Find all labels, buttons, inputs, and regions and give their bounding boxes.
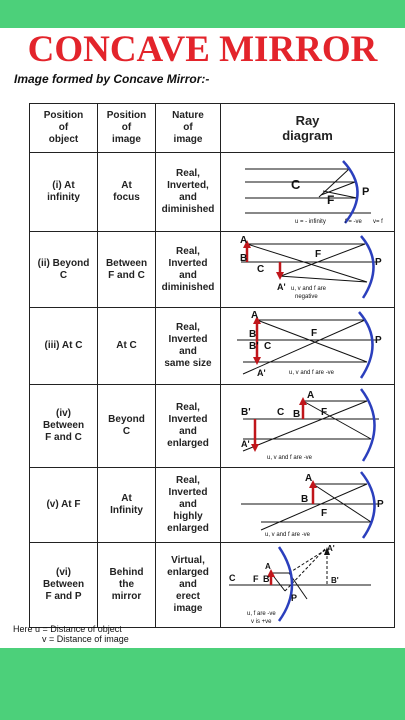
svg-text:C: C <box>291 177 301 192</box>
svg-text:v= f: v= f <box>373 219 383 225</box>
svg-text:F: F <box>327 193 335 207</box>
ray-diagram-cell <box>221 308 395 385</box>
ray-diagram-beyond-c <box>221 232 395 307</box>
svg-text:u, v and f are -ve: u, v and f are -ve <box>265 532 311 538</box>
image-position-cell: At C <box>98 308 156 385</box>
concave-mirror-icon <box>343 161 358 223</box>
svg-text:P: P <box>291 593 298 603</box>
svg-text:P: P <box>377 499 384 510</box>
page-title: CONCAVE MIRROR <box>27 29 378 70</box>
header-position-object: Position of object <box>30 104 98 153</box>
svg-text:A': A' <box>327 544 335 553</box>
concave-mirror-icon <box>279 547 292 621</box>
svg-text:A: A <box>265 562 271 571</box>
svg-text:F: F <box>311 328 318 339</box>
svg-text:B: B <box>249 329 257 340</box>
svg-text:F: F <box>321 407 328 418</box>
image-position-cell: At Infinity <box>98 468 156 543</box>
header-nature-image: Nature of image <box>156 104 221 153</box>
svg-text:B: B <box>301 494 309 505</box>
svg-text:B: B <box>293 409 301 420</box>
ray-diagram-cell <box>221 232 395 308</box>
svg-text:C: C <box>229 573 236 583</box>
svg-text:u, v and f are: u, v and f are <box>291 286 327 292</box>
header-position-image: Position of image <box>98 104 156 153</box>
image-position-cell: Beyond C <box>98 385 156 468</box>
image-nature-cell: Real, Inverted, and diminished <box>156 153 221 232</box>
footnote-u: Here u = Distance of object <box>13 624 122 634</box>
svg-text:P: P <box>375 335 382 346</box>
object-position-cell: (i) At infinity <box>30 153 98 232</box>
concave-mirror-icon <box>361 389 375 461</box>
svg-text:u, v and f are -ve: u, v and f are -ve <box>289 370 335 376</box>
svg-text:C: C <box>257 264 265 275</box>
object-position-cell: (v) At F <box>30 468 98 543</box>
image-nature-cell: Virtual, enlarged and erect image <box>156 543 221 628</box>
svg-text:C: C <box>277 407 285 418</box>
image-position-cell: Behind the mirror <box>98 543 156 628</box>
svg-text:A': A' <box>241 439 250 449</box>
concave-mirror-icon <box>361 472 375 538</box>
object-position-cell: (vi) Between F and P <box>30 543 98 628</box>
svg-text:P: P <box>362 186 370 198</box>
object-position-cell: (ii) Beyond C <box>30 232 98 308</box>
image-nature-cell: Real, Inverted and diminished <box>156 232 221 308</box>
table-row <box>30 543 395 628</box>
svg-text:F: F <box>315 249 322 260</box>
svg-text:C: C <box>264 341 272 352</box>
svg-text:B': B' <box>241 407 251 418</box>
image-position-cell: At focus <box>98 153 156 232</box>
footnote-v: v = Distance of image <box>42 634 129 644</box>
ray-diagram-cell <box>221 543 395 628</box>
ray-diagram-between-f-p <box>221 543 395 627</box>
svg-text:B: B <box>263 574 270 584</box>
object-position-cell: (iii) At C <box>30 308 98 385</box>
ray-diagram-cell <box>221 153 395 232</box>
svg-text:A: A <box>307 390 315 401</box>
ray-diagram-infinity <box>221 153 395 231</box>
svg-text:P: P <box>375 257 382 268</box>
page-subtitle: Image formed by Concave Mirror:- <box>14 72 210 86</box>
table-row <box>30 232 395 308</box>
svg-text:A: A <box>240 235 248 246</box>
document-sheet <box>0 28 405 648</box>
svg-text:f = -ve: f = -ve <box>345 219 362 225</box>
image-nature-cell: Real, Inverted and enlarged <box>156 385 221 468</box>
ray-diagram-at-c <box>221 308 395 384</box>
ray-diagram-at-f <box>221 468 395 542</box>
svg-text:u, f are -ve: u, f are -ve <box>247 611 276 617</box>
object-position-cell: (iv) Between F and C <box>30 385 98 468</box>
svg-text:F: F <box>253 574 259 584</box>
svg-text:u = - infinity: u = - infinity <box>295 219 326 225</box>
table-header-row <box>30 104 395 153</box>
table-row <box>30 308 395 385</box>
image-nature-cell: Real, Inverted and same size <box>156 308 221 385</box>
svg-text:A: A <box>305 473 313 484</box>
svg-text:A': A' <box>257 368 266 378</box>
ray-diagram-cell <box>221 385 395 468</box>
svg-text:v is +ve: v is +ve <box>251 619 272 625</box>
svg-text:B': B' <box>331 576 339 585</box>
header-ray-diagram: Ray diagram <box>221 104 395 153</box>
svg-text:F: F <box>321 508 328 519</box>
table-row <box>30 385 395 468</box>
image-position-cell: Between F and C <box>98 232 156 308</box>
svg-text:A: A <box>251 310 259 321</box>
svg-text:negative: negative <box>295 294 318 300</box>
svg-text:B: B <box>240 253 248 264</box>
svg-text:u, v and f are -ve: u, v and f are -ve <box>267 455 313 461</box>
mirror-table <box>29 103 395 628</box>
table-row <box>30 153 395 232</box>
svg-text:A': A' <box>277 282 286 292</box>
svg-text:B': B' <box>249 341 259 352</box>
ray-diagram-cell <box>221 468 395 543</box>
ray-diagram-between-f-c <box>221 385 395 467</box>
table-row <box>30 468 395 543</box>
image-nature-cell: Real, Inverted and highly enlarged <box>156 468 221 543</box>
